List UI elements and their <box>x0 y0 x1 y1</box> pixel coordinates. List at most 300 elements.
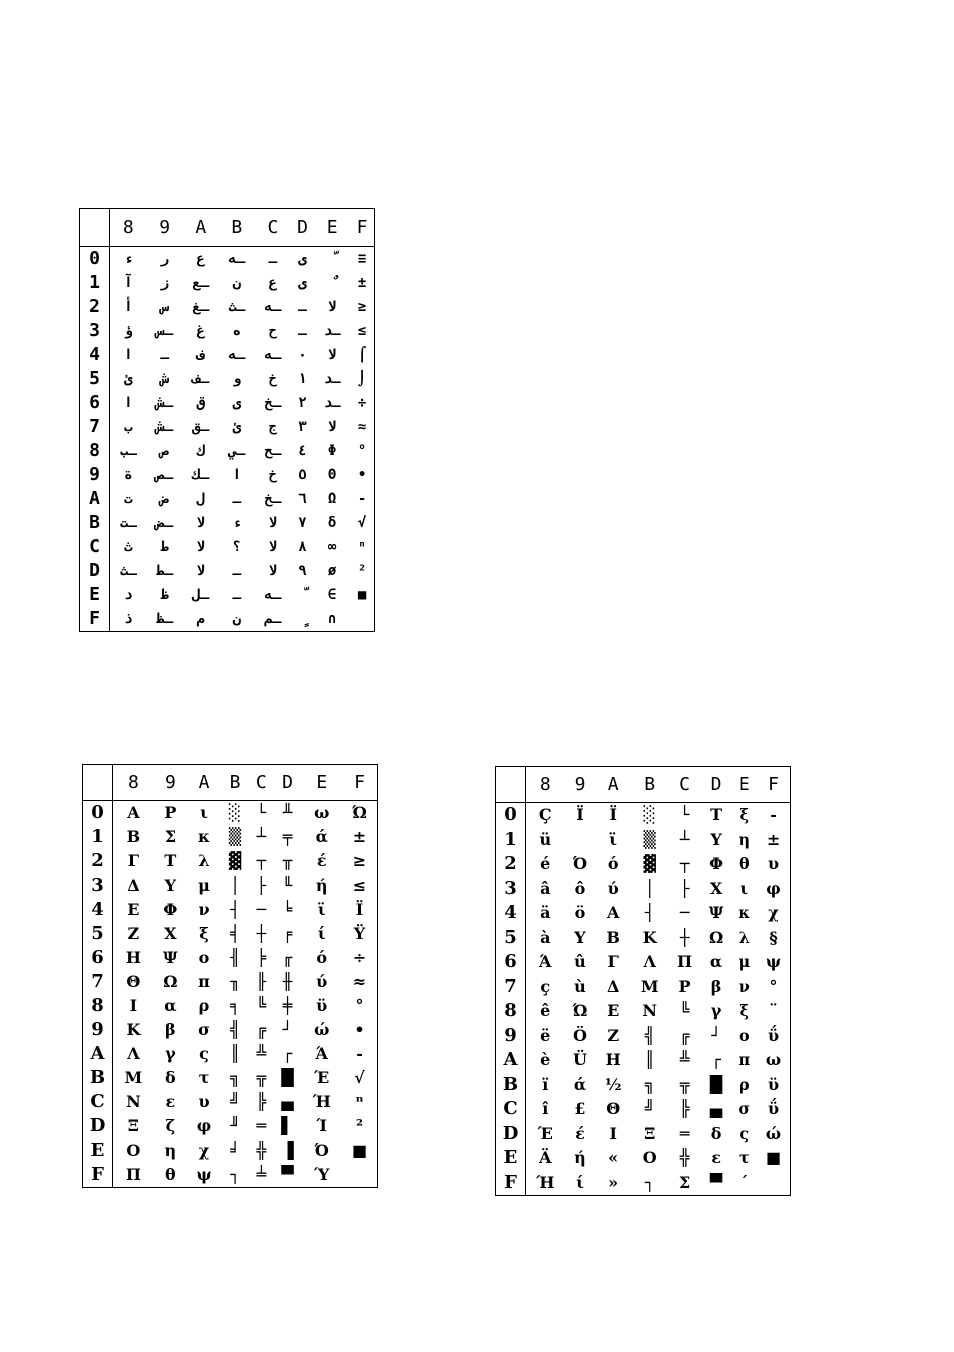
char-cell: β <box>165 1020 176 1040</box>
char-cell: Ψ <box>163 947 178 967</box>
char-cell: Υ <box>574 927 586 947</box>
table-row <box>496 999 791 1023</box>
char-cell: ρ <box>738 1074 750 1094</box>
char-cell: ┘ <box>711 1025 721 1045</box>
char-cell: ئ <box>124 371 133 387</box>
char-cell <box>314 271 350 295</box>
row-header: 6 <box>83 946 113 970</box>
char-cell: ≤ <box>352 875 367 895</box>
char-cell: Λ <box>643 952 656 972</box>
char-cell: ـب <box>119 442 137 459</box>
char-cell: ╔ <box>256 1020 267 1040</box>
char-cell: « <box>608 1147 619 1167</box>
column-header: E <box>732 767 757 803</box>
row-header: B <box>80 511 110 535</box>
char-cell: ώ <box>765 1123 782 1143</box>
table-row <box>80 343 375 367</box>
char-cell: ╗ <box>230 1068 240 1088</box>
char-cell: ٦ <box>298 490 307 507</box>
char-cell: • <box>357 466 367 483</box>
char-cell: Υ <box>164 875 177 895</box>
column-header: F <box>342 765 377 801</box>
char-cell: ≡ <box>357 251 367 268</box>
char-cell: ت <box>124 490 133 507</box>
row-header: A <box>83 1042 113 1066</box>
char-cell: ╝ <box>644 1099 655 1119</box>
char-cell: ┬ <box>256 851 267 871</box>
char-cell: ∈ <box>327 586 337 603</box>
char-cell: ë <box>540 1025 551 1045</box>
char-cell: ╬ <box>679 1147 690 1167</box>
row-header: 2 <box>80 295 110 319</box>
char-cell: ـغ <box>192 299 210 316</box>
char-cell: ز <box>160 275 169 292</box>
char-cell: ΄ <box>740 1172 749 1192</box>
column-header: C <box>669 767 701 803</box>
char-cell: ± <box>766 829 781 849</box>
row-header: F <box>80 607 110 632</box>
char-cell: ٣ <box>298 418 307 435</box>
char-cell: ² <box>356 1116 364 1136</box>
char-cell: ─ <box>679 903 690 923</box>
char-cell: Ω <box>163 971 178 991</box>
char-cell: ¨ <box>769 1001 778 1021</box>
char-cell: Σ <box>678 1172 691 1192</box>
char-cell: Ή <box>312 1092 331 1112</box>
table-row <box>496 901 791 925</box>
char-cell: Θ <box>126 971 141 991</box>
row-header: D <box>80 559 110 583</box>
char-cell: α <box>164 995 177 1015</box>
char-cell: ═ <box>679 1123 690 1143</box>
char-cell: π <box>198 971 210 991</box>
char-cell: ع <box>196 251 205 268</box>
char-cell: ± <box>352 827 367 847</box>
char-cell: ≤ <box>357 323 367 340</box>
char-cell: ر <box>160 251 169 268</box>
char-cell: - <box>770 805 777 825</box>
char-cell: ء <box>232 514 242 531</box>
char-cell: χ <box>198 1140 210 1160</box>
char-cell: γ <box>710 1001 722 1021</box>
char-cell: ö <box>574 903 586 923</box>
char-cell: ث <box>124 538 133 555</box>
char-cell: ـط <box>156 562 174 579</box>
char-cell: ـ <box>232 490 242 507</box>
char-cell: │ <box>230 875 240 895</box>
char-cell: ـ <box>268 251 278 268</box>
char-cell: Θ <box>606 1099 621 1119</box>
column-header: 8 <box>526 767 565 803</box>
char-cell: Ω <box>708 927 724 947</box>
char-cell <box>342 1163 377 1188</box>
char-cell: ξ <box>739 1001 750 1021</box>
char-cell: Α <box>606 903 620 923</box>
column-header: 9 <box>154 765 187 801</box>
char-cell: ╣ <box>644 1025 655 1045</box>
char-cell: ψ <box>765 952 782 972</box>
table-row <box>83 1163 378 1188</box>
char-cell: ϋ <box>316 995 328 1015</box>
char-cell: ـض <box>156 514 174 531</box>
char-cell: ▀ <box>281 1164 294 1184</box>
char-cell: ≈ <box>357 418 367 435</box>
char-cell: ô <box>574 878 586 898</box>
char-cell: ξ <box>199 923 209 943</box>
char-cell: Ά <box>315 1044 328 1064</box>
row-header: B <box>496 1072 526 1096</box>
char-cell: خ <box>268 466 278 483</box>
char-cell: ـد <box>323 394 341 411</box>
row-header: 7 <box>80 415 110 439</box>
row-header: 8 <box>496 999 526 1023</box>
corner-cell <box>496 767 526 803</box>
row-header: C <box>83 1090 113 1114</box>
char-cell: Ζ <box>127 923 140 943</box>
table-row <box>80 439 375 463</box>
char-cell: ∩ <box>327 610 337 627</box>
char-cell: φ <box>196 1116 212 1136</box>
char-cell: § <box>769 927 778 947</box>
table-row <box>83 1042 378 1066</box>
char-cell: Ν <box>126 1092 141 1112</box>
char-cell: ║ <box>230 1044 240 1064</box>
char-cell: Λ <box>127 1044 140 1064</box>
char-cell: ┐ <box>230 1164 240 1184</box>
char-cell: √ <box>354 1068 365 1088</box>
char-cell: لا <box>268 514 278 531</box>
column-header: D <box>701 767 732 803</box>
char-cell: ç <box>540 976 551 996</box>
charset-table-3 <box>495 766 791 1196</box>
char-cell: Ι <box>609 1123 617 1143</box>
char-cell: ÷ <box>357 394 367 411</box>
char-cell: Β <box>606 927 620 947</box>
char-cell: Ρ <box>678 976 691 996</box>
char-cell: ╠ <box>256 1092 267 1112</box>
char-cell: لا <box>327 299 337 316</box>
char-cell: Θ <box>327 466 337 483</box>
char-cell: ╨ <box>282 803 293 823</box>
char-cell: Ή <box>536 1172 555 1192</box>
char-cell: Τ <box>710 805 723 825</box>
char-cell: τ <box>198 1068 210 1088</box>
char-cell: ό <box>607 854 619 874</box>
char-cell: ٥ <box>298 466 307 483</box>
row-header: 9 <box>83 1018 113 1042</box>
char-cell: Ί <box>316 1116 328 1136</box>
row-header: 1 <box>83 825 113 849</box>
table-row <box>80 391 375 415</box>
char-cell: Ξ <box>644 1123 656 1143</box>
char-cell: Ü <box>573 1050 587 1070</box>
char-cell: - <box>357 490 367 507</box>
char-cell: ο <box>738 1025 750 1045</box>
char-cell: ـث <box>228 299 246 316</box>
char-cell: Ξ <box>127 1116 140 1136</box>
charset-table-1 <box>79 208 375 632</box>
char-cell: ╔ <box>679 1025 690 1045</box>
char-cell: ░ <box>643 805 656 825</box>
char-cell: ░ <box>228 803 242 823</box>
row-header: B <box>83 1066 113 1090</box>
char-cell: ╥ <box>282 851 293 871</box>
char-cell: ـه <box>264 299 282 316</box>
char-cell <box>757 1170 790 1195</box>
char-cell: ئ <box>232 418 242 435</box>
char-cell: ≥ <box>352 851 367 871</box>
char-cell: ί <box>576 1172 584 1192</box>
char-cell: ┴ <box>679 829 690 849</box>
char-cell: ┌ <box>711 1050 721 1070</box>
table-row <box>80 535 375 559</box>
char-cell: ـد <box>323 371 341 387</box>
row-header: 7 <box>83 970 113 994</box>
char-cell: └ <box>679 805 690 825</box>
char-cell: ϊ <box>609 829 618 849</box>
char-cell: ≈ <box>352 971 367 991</box>
char-cell: τ <box>738 1147 750 1167</box>
char-cell: ٢ <box>298 394 307 411</box>
char-cell: ├ <box>679 878 690 898</box>
char-cell: ς <box>199 1044 209 1064</box>
char-cell: ١ <box>298 371 307 387</box>
char-cell: ـه <box>264 347 282 364</box>
char-cell: √ <box>357 514 367 531</box>
char-cell: ς <box>739 1123 750 1143</box>
char-cell: ╝ <box>230 1092 240 1112</box>
char-cell: ║ <box>644 1050 655 1070</box>
char-cell: Ϊ <box>355 899 364 919</box>
char-cell: ω <box>765 1050 782 1070</box>
row-header: 5 <box>83 922 113 946</box>
char-cell: ٤ <box>298 442 307 459</box>
char-cell: ▒ <box>228 827 242 847</box>
row-header: E <box>496 1146 526 1170</box>
char-cell: ـه <box>228 251 246 268</box>
table-row <box>83 898 378 922</box>
char-cell: ε <box>711 1147 721 1167</box>
table-row <box>83 1138 378 1162</box>
table-row <box>80 487 375 511</box>
char-cell: » <box>608 1172 619 1192</box>
char-cell: ذ <box>124 610 133 627</box>
char-cell: ـه <box>264 586 282 603</box>
char-cell: ه <box>232 323 242 340</box>
char-cell: è <box>540 1050 551 1070</box>
char-cell: ι <box>200 803 208 823</box>
char-cell: Φ <box>327 442 337 459</box>
char-cell: λ <box>738 927 750 947</box>
row-header: 3 <box>83 873 113 897</box>
char-cell: أ <box>124 299 133 316</box>
row-header: 6 <box>80 391 110 415</box>
char-cell: Χ <box>709 878 723 898</box>
row-header: 5 <box>80 367 110 391</box>
char-cell: ┤ <box>644 903 655 923</box>
char-cell: ü <box>539 829 552 849</box>
column-header: D <box>291 209 314 247</box>
column-header: E <box>314 209 350 247</box>
char-cell: ش <box>160 371 169 387</box>
char-cell: Ώ <box>352 803 367 823</box>
column-header: F <box>757 767 790 803</box>
char-cell: ـل <box>192 586 210 603</box>
char-cell: Σ <box>164 827 177 847</box>
char-cell: ـ <box>160 347 169 364</box>
char-cell <box>291 607 314 632</box>
column-header: B <box>219 209 255 247</box>
corner-cell <box>80 209 110 247</box>
table-row <box>83 1090 378 1114</box>
char-cell: ° <box>357 442 367 459</box>
char-cell: η <box>738 829 751 849</box>
char-cell: ÷ <box>352 947 367 967</box>
char-cell: ° <box>769 976 778 996</box>
char-cell: ε <box>165 1092 176 1112</box>
table-row <box>496 974 791 998</box>
char-cell: ╙ <box>282 875 293 895</box>
char-cell: █ <box>281 1068 294 1088</box>
table-row <box>80 295 375 319</box>
char-cell: لا <box>268 562 278 579</box>
char-cell: Π <box>125 1164 141 1184</box>
char-cell: ـح <box>264 442 282 459</box>
char-cell: ا <box>124 394 133 411</box>
char-cell: ـت <box>119 514 137 531</box>
row-header: 4 <box>496 901 526 925</box>
char-cell: î <box>542 1099 549 1119</box>
char-cell: δ <box>710 1123 722 1143</box>
char-cell: ╣ <box>230 1020 240 1040</box>
char-cell: Ι <box>129 995 138 1015</box>
char-cell: Χ <box>164 923 177 943</box>
char-cell: Α <box>127 803 140 823</box>
table-row <box>496 877 791 901</box>
char-cell: ─ <box>256 899 267 919</box>
char-cell: ╟ <box>256 971 267 991</box>
char-cell: ـخ <box>264 490 282 507</box>
column-header: F <box>350 209 374 247</box>
column-header: 9 <box>147 209 183 247</box>
char-cell: ┌ <box>282 1044 293 1064</box>
char-cell: χ <box>768 903 779 923</box>
char-cell: ╡ <box>230 923 240 943</box>
char-cell: ى <box>232 394 242 411</box>
char-cell: ⁿ <box>355 1092 364 1112</box>
char-cell: Ε <box>127 899 140 919</box>
char-cell: لا <box>196 514 205 531</box>
char-cell: Ψ <box>708 903 724 923</box>
char-cell: ≥ <box>357 299 367 316</box>
char-cell: ا <box>124 347 133 364</box>
char-cell: Η <box>605 1050 621 1070</box>
char-cell: ί <box>317 923 326 943</box>
char-cell: ظ <box>160 586 169 603</box>
char-cell: ▓ <box>643 854 656 874</box>
row-header: 1 <box>80 271 110 295</box>
char-cell: ╛ <box>230 1140 240 1160</box>
char-cell: ـظ <box>156 610 174 627</box>
char-cell: ق <box>196 394 205 411</box>
char-cell: ╗ <box>644 1074 655 1094</box>
char-cell: ط <box>160 538 169 555</box>
char-cell: ┘ <box>282 1020 293 1040</box>
row-header: C <box>80 535 110 559</box>
char-cell: ـه <box>228 347 246 364</box>
table-row <box>83 994 378 1018</box>
char-cell: Ω <box>327 490 337 507</box>
char-cell <box>350 607 374 632</box>
table-row <box>496 852 791 876</box>
table-row <box>83 1066 378 1090</box>
char-cell: ╩ <box>679 1050 690 1070</box>
row-header: 0 <box>83 801 113 826</box>
char-cell: Μ <box>124 1068 143 1088</box>
char-cell: ή <box>574 1147 586 1167</box>
char-cell: ⌡ <box>357 371 367 387</box>
char-cell: ـ <box>232 562 242 579</box>
row-header: F <box>496 1170 526 1195</box>
table-row <box>80 367 375 391</box>
column-header: A <box>183 209 219 247</box>
char-cell: │ <box>644 878 655 898</box>
char-cell: ى <box>298 251 307 268</box>
char-cell: Ï <box>576 805 584 825</box>
char-cell: ▐ <box>281 1140 294 1160</box>
char-cell: ■ <box>765 1147 782 1167</box>
table-row <box>83 922 378 946</box>
char-cell: é <box>540 854 551 874</box>
table-row <box>496 828 791 852</box>
char-cell: Κ <box>126 1020 141 1040</box>
char-cell: Υ <box>710 829 722 849</box>
char-cell: لا <box>327 418 337 435</box>
char-cell: Φ <box>163 899 178 919</box>
char-cell: و <box>232 371 242 387</box>
char-cell: ╪ <box>282 995 293 1015</box>
char-cell: ┼ <box>256 923 267 943</box>
char-cell: د <box>124 586 133 603</box>
char-cell: ╫ <box>282 971 293 991</box>
char-cell: ـخ <box>264 394 282 411</box>
char-cell: Ν <box>642 1001 657 1021</box>
table-row <box>80 415 375 439</box>
char-cell: ك <box>196 442 205 459</box>
char-cell: ┴ <box>256 827 267 847</box>
char-cell: ـع <box>192 275 210 292</box>
column-header: C <box>249 765 274 801</box>
row-header: 2 <box>496 852 526 876</box>
table-row <box>80 247 375 272</box>
char-cell: η <box>164 1140 177 1160</box>
char-cell: ة <box>124 466 133 483</box>
char-cell: Ό <box>314 1140 329 1160</box>
char-cell: ΰ <box>767 1099 780 1119</box>
table-row <box>496 1048 791 1072</box>
char-cell: ـ <box>232 586 242 603</box>
row-header: 9 <box>496 1023 526 1047</box>
table-row <box>496 950 791 974</box>
char-cell: α <box>709 952 723 972</box>
char-cell: ـش <box>156 394 174 411</box>
table-row <box>496 1072 791 1096</box>
char-cell: ب <box>124 418 133 435</box>
char-cell: Ε <box>607 1001 620 1021</box>
char-cell: ν <box>198 899 210 919</box>
table-row <box>496 803 791 828</box>
char-cell: û <box>574 952 586 972</box>
